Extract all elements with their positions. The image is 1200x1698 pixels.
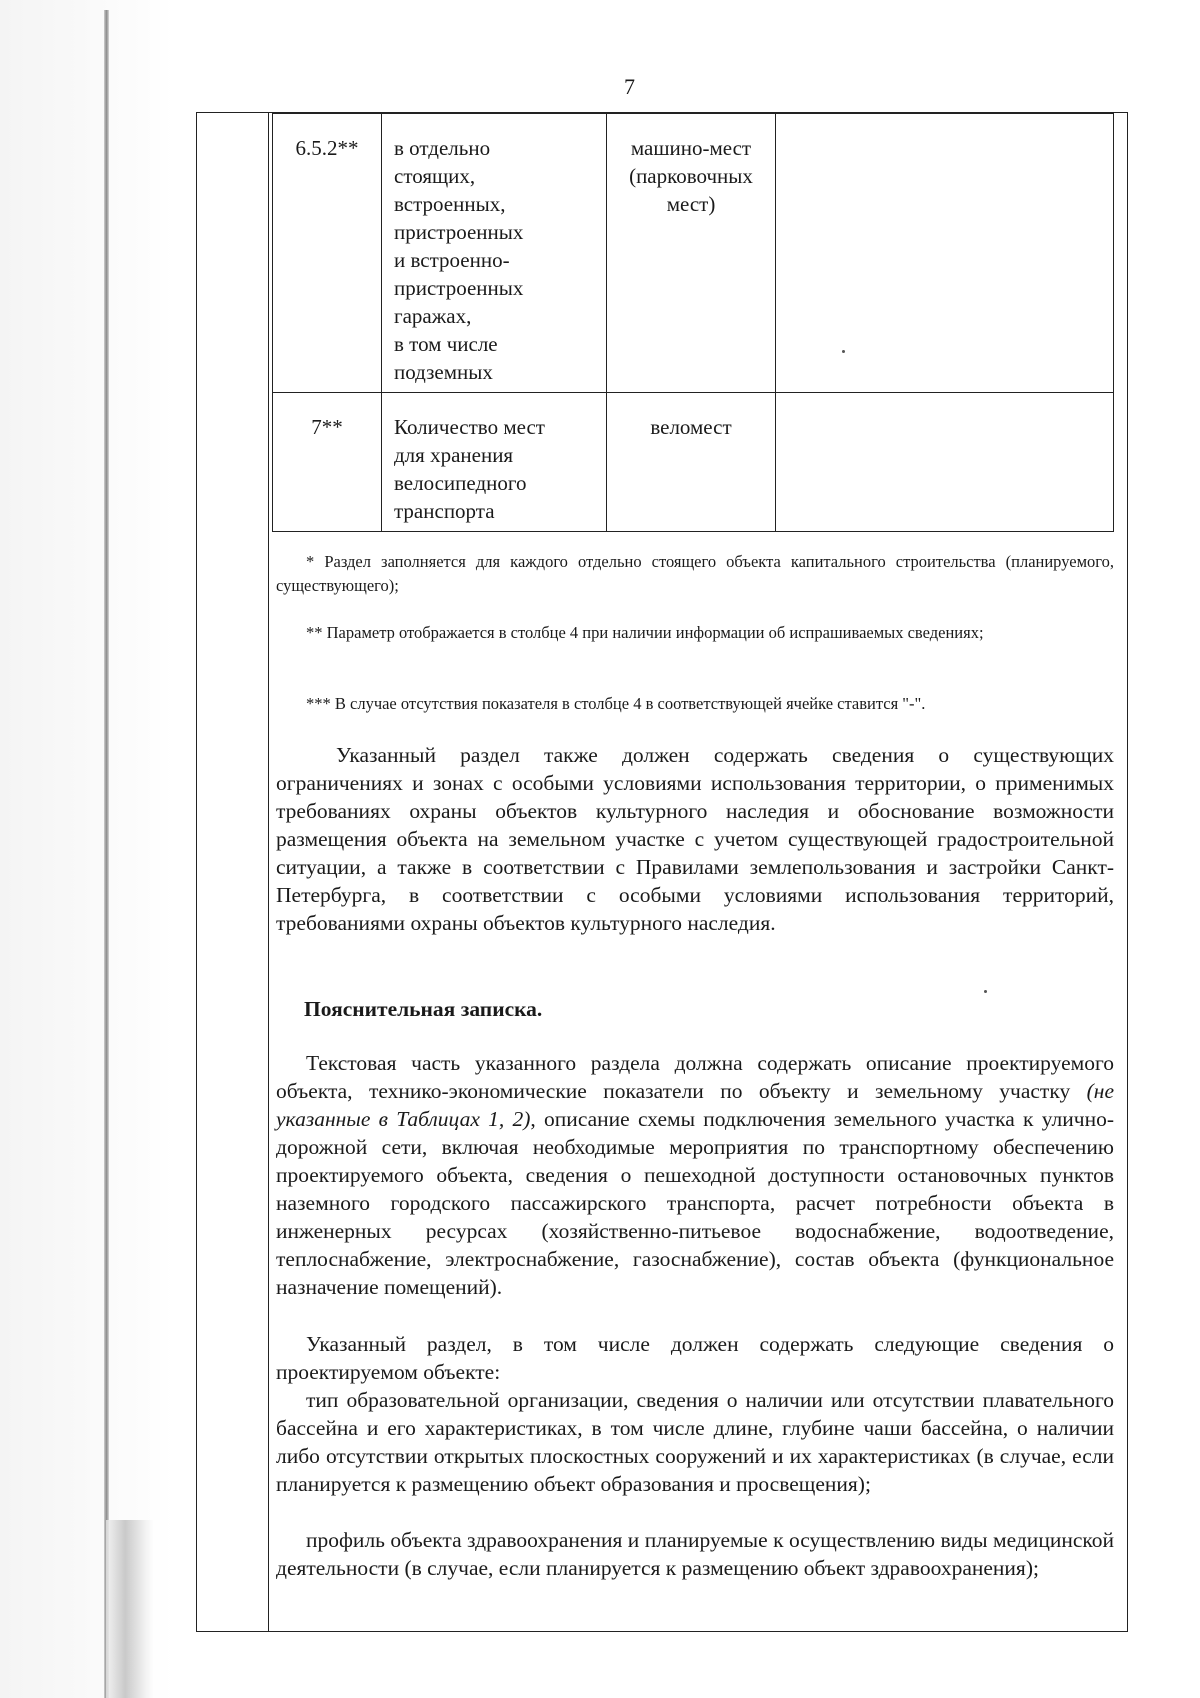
scan-shadow <box>0 0 175 1698</box>
page-frame-inner-line <box>268 112 269 1632</box>
paragraph-restrictions: Указанный раздел также должен содержать сведения о существующих ограничениях и зонах с особыми условиями использования территории, о применимых требованиях охраны объектов культурного наследия и обоснование возможности размещения объекта на земельном участке с учетом существующей градостроительной ситуации, а также в соответствии с Правилами землепользования и застройки Санкт-Петербурга, в соответствии с особыми условиями использования территорий, требованиями охраны объектов культурного наследия. <box>276 743 1114 935</box>
row-number: 7** <box>273 393 382 532</box>
paragraph-text-part: Текстовая часть указанного раздела должна содержать описание проектируемого объекта, технико-экономические показатели по объекту и земельному участку (не указанные в Таблицах 1, 2), описание схемы подключения земельного участка к улично-дорожной сети, включая необходимые мероприятия по транспортному обеспечению проектируемого объекта, сведения о пешеходной доступности остановочных пунктов наземного городского пассажирского транспорта, расчет потребности объекта в инженерных ресурсах (хозяйственно-питьевое водоснабжение, водоотведение, теплоснабжение, электроснабжение, газоснабжение), состав объекта (функциональное назначение помещений). <box>276 1051 1114 1299</box>
scan-speck <box>984 990 987 993</box>
page-number: 7 <box>624 74 635 99</box>
row-unit: машино-мест (парковочных мест) <box>607 114 776 393</box>
paragraph-education: тип образовательной организации, сведения о наличии или отсутствии плавательного бассейна и его характеристиках, в том числе длине, глубине чаши бассейна, о наличии либо отсутствии открытых плоскостных сооружений и их характеристиках (в случае, если планируется к размещению объект образования и просвещения); <box>276 1388 1114 1496</box>
scan-speck <box>842 350 845 353</box>
row-parameter-name: в отдельно стоящих, встроенных, пристроенных и встроенно- пристроенных гаражах, в том числе подземных <box>382 114 607 393</box>
section-heading: Пояснительная записка. <box>304 997 543 1021</box>
row-unit: веломест <box>607 393 776 532</box>
row-number: 6.5.2** <box>273 114 382 393</box>
row-value <box>776 393 1114 532</box>
paragraph-healthcare: профиль объекта здравоохранения и планируемые к осуществлению виды медицинской деятельности (в случае, если планируется к размещению объект здравоохранения); <box>276 1528 1114 1580</box>
table-row <box>273 114 1114 393</box>
binding-edge-bottom <box>106 1520 154 1698</box>
paragraph-required-info: Указанный раздел, в том числе должен содержать следующие сведения о проектируемом объекте: <box>276 1332 1114 1384</box>
footnote-1: * Раздел заполняется для каждого отдельно стоящего объекта капитального строительства (планируемого, существующего); <box>276 552 1114 595</box>
parameters-table <box>272 113 1114 532</box>
row-parameter-name: Количество мест для хранения велосипедного транспорта <box>382 393 607 532</box>
footnote-2: ** Параметр отображается в столбце 4 при наличии информации об испрашиваемых сведениях; <box>306 623 984 642</box>
table-row <box>273 393 1114 532</box>
footnote-3: *** В случае отсутствия показателя в столбце 4 в соответствующей ячейке ставится "-". <box>306 694 926 713</box>
binding-edge <box>104 10 109 1698</box>
row-value <box>776 114 1114 393</box>
